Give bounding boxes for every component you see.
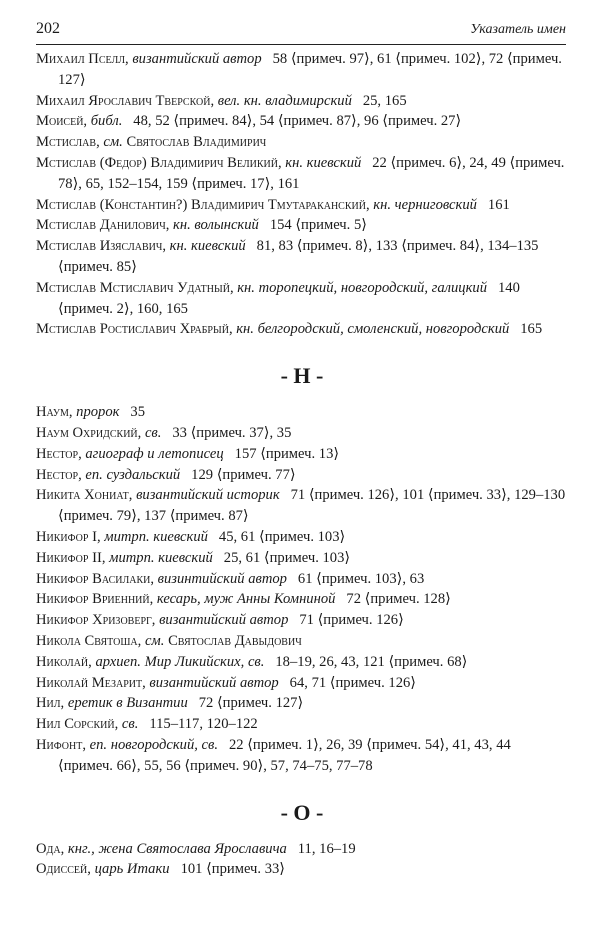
entry-name: Нестор [36,466,79,483]
index-entry: Нил Сорский, св. 115–117, 120–122 [36,716,258,733]
index-content [36,49,568,880]
index-entry: Наум, пророк 35 [36,404,146,421]
entry-name: Мстислав Данилович [36,217,166,234]
entry-description: кн. волынский [173,217,259,234]
section-letter-heading: - Н - [280,363,324,389]
entry-pages: 81, 83 ⟨примеч. 8⟩, 133 ⟨примеч. 84⟩, 134–135 ⟨примеч. 85⟩ [58,238,539,275]
entry-name: Наум [36,404,69,421]
entry-description: еретик в Византии [67,695,188,712]
index-entry: Моисей, библ. 48, 52 ⟨примеч. 84⟩, 54 ⟨примеч. 87⟩, 96 ⟨примеч. 27⟩ [36,113,462,130]
entry-pages: 71 ⟨примеч. 126⟩ [299,612,404,629]
entry-description: архиеп. Мир Ликийских, св. [95,653,265,670]
section-letter-heading: - О - [280,799,324,825]
entry-pages: 18–19, 26, 43, 121 ⟨примеч. 68⟩ [275,653,468,670]
entry-pages: 45, 61 ⟨примеч. 103⟩ [218,528,346,545]
entry-description: кн. киевский [169,238,246,255]
entry-pages: 35 [130,404,146,421]
entry-pages: 129 ⟨примеч. 77⟩ [191,466,296,483]
entry-name: Одиссей [36,861,88,878]
entry-name: Никифор Вриенний [36,591,150,608]
entry-description: вел. кн. владимирский [217,92,352,109]
entry-name: Никифор Хризоверг [36,612,152,629]
index-entry: Нестор, агиограф и летописец 157 ⟨примеч. 13⟩ [36,445,340,462]
entry-description: св. [121,716,139,733]
entry-name: Мстислав [36,134,97,151]
entry-description: византийский автор [159,612,289,629]
entry-name: Николай [36,653,89,670]
entry-description: пророк [76,404,120,421]
entry-pages: 71 ⟨примеч. 126⟩, 101 ⟨примеч. 33⟩, 129–130 ⟨примеч. 79⟩, 137 ⟨примеч. 87⟩ [58,487,566,525]
entry-description: митрп. киевский [109,549,213,566]
entry-name: Мстислав Мстиславич Удатный [36,279,230,296]
entry-pages: 25, 61 ⟨примеч. 103⟩ [223,549,351,566]
index-entry: Мстислав Ростиславич Храбрый, кн. белгородский, смоленский, новгородский 165 [36,321,543,338]
entry-name: Нестор [36,445,79,462]
entry-description: см. [103,134,123,151]
index-entry: Наум Охридский, св. 33 ⟨примеч. 37⟩, 35 [36,424,292,441]
entry-name: Нил Сорский [36,716,115,733]
index-entry: Мстислав Мстиславич Удатный, кн. торопецкий, новгородский, галицкий 140 ⟨примеч. 2⟩, 160, 165 [36,279,520,317]
entry-name: Михаил Ярославич Тверской [36,92,211,109]
entry-description: еп. новгородский, св. [89,736,219,753]
entry-description: кн. торопецкий, новгородский, галицкий [237,279,488,296]
entry-name: Мстислав (Константин?) Владимирич Тмутараканский [36,196,366,213]
entry-description: византийский автор [149,674,279,691]
index-entry: Никифор Василаки, визинтийский автор 61 ⟨примеч. 103⟩, 63 [36,570,425,587]
entry-name: Николай Мезарит [36,674,143,691]
entry-name: Наум Охридский [36,424,138,441]
entry-pages: 165 [520,321,543,338]
entry-description: кн. киевский [285,154,362,171]
entry-pages: 58 ⟨примеч. 97⟩, 61 ⟨примеч. 102⟩, 72 ⟨примеч. 127⟩ [58,51,562,88]
index-entry: Нифонт, еп. новгородский, св. 22 ⟨примеч. 1⟩, 26, 39 ⟨примеч. 54⟩, 41, 43, 44 ⟨примеч. 66⟩, 55, 56 ⟨примеч. 90⟩, 57, 74–75, 77–78 [36,736,511,774]
entry-description: еп. суздальский [85,466,181,483]
index-entry: Никифор Хризоверг, византийский автор 71 ⟨примеч. 126⟩ [36,612,404,629]
index-entry: Нил, еретик в Византии 72 ⟨примеч. 127⟩ [36,695,304,712]
index-entry: Мстислав (Константин?) Владимирич Тмутараканский, кн. черниговский 161 [36,196,510,213]
entry-pages: 22 ⟨примеч. 6⟩, 24, 49 ⟨примеч. 78⟩, 65, 152–154, 159 ⟨примеч. 17⟩, 161 [58,154,565,192]
entry-pages: 64, 71 ⟨примеч. 126⟩ [289,674,416,691]
entry-name: Никифор I [36,528,97,545]
entry-pages: 154 ⟨примеч. 5⟩ [269,217,367,234]
entry-pages: 61 ⟨примеч. 103⟩, 63 [297,570,425,587]
entry-name: Никифор Василаки [36,570,151,587]
index-entry: Мстислав Изяславич, кн. киевский 81, 83 ⟨примеч. 8⟩, 133 ⟨примеч. 84⟩, 134–135 ⟨примеч. 85⟩ [36,238,539,275]
entry-pages: 11, 16–19 [297,840,356,857]
entry-name: Ода [36,840,61,857]
entry-pages: 72 ⟨примеч. 128⟩ [346,591,451,608]
running-header [36,18,566,45]
entry-pages: 140 ⟨примеч. 2⟩, 160, 165 [58,279,520,317]
index-entry: Николай Мезарит, византийский автор 64, 71 ⟨примеч. 126⟩ [36,674,416,691]
entry-name: Нил [36,695,61,712]
index-entry: Никола Святоша, см. Святослав Давыдович [36,632,302,649]
entry-name: Никита Хониат [36,487,129,504]
index-entry: Мстислав Данилович, кн. волынский 154 ⟨примеч. 5⟩ [36,217,367,234]
entry-description: кн. белгородский, смоленский, новгородский [236,321,510,338]
entry-pages: 115–117, 120–122 [149,716,258,733]
entry-pages: 101 ⟨примеч. 33⟩ [180,861,285,878]
entry-description: митрп. киевский [104,528,208,545]
index-entry: Одиссей, царь Итаки 101 ⟨примеч. 33⟩ [36,861,285,878]
index-entry: Михаил Ярославич Тверской, вел. кн. владимирский 25, 165 [36,92,407,109]
entry-pages: 48, 52 ⟨примеч. 84⟩, 54 ⟨примеч. 87⟩, 96 ⟨примеч. 27⟩ [133,113,462,130]
entry-pages: 72 ⟨примеч. 127⟩ [198,695,304,712]
index-entry: Никифор I, митрп. киевский 45, 61 ⟨примеч. 103⟩ [36,528,346,545]
entry-pages: 33 ⟨примеч. 37⟩, 35 [172,424,292,441]
entry-pages: 22 ⟨примеч. 1⟩, 26, 39 ⟨примеч. 54⟩, 41, 43, 44 ⟨примеч. 66⟩, 55, 56 ⟨примеч. 90⟩, 57, 74–75, 77–78 [58,736,511,774]
index-entry: Нестор, еп. суздальский 129 ⟨примеч. 77⟩ [36,466,296,483]
running-title: Указатель имен [470,22,566,37]
index-entry: Никифор Вриенний, кесарь, муж Анны Комниной 72 ⟨примеч. 128⟩ [36,591,451,608]
entry-name: Мстислав (Федор) Владимирич Великий [36,154,278,171]
entry-description: царь Итаки [94,861,170,878]
entry-description: кнг., жена Святослава Ярославича [67,840,287,857]
entry-name: Моисей [36,113,84,130]
entry-name: Никифор II [36,549,102,566]
index-entry: Мстислав (Федор) Владимирич Великий, кн. киевский 22 ⟨примеч. 6⟩, 24, 49 ⟨примеч. 78⟩, 65, 152–154, 159 ⟨примеч. 17⟩, 161 [36,154,565,192]
entry-pages: 25, 165 [362,92,407,109]
index-entry: Никита Хониат, византийский историк 71 ⟨примеч. 126⟩, 101 ⟨примеч. 33⟩, 129–130 ⟨примеч. 79⟩, 137 ⟨примеч. 87⟩ [36,487,566,525]
entry-name: Нифонт [36,736,83,753]
index-entry: Михаил Пселл, византийский автор 58 ⟨примеч. 97⟩, 61 ⟨примеч. 102⟩, 72 ⟨примеч. 127⟩ [36,51,562,88]
entry-name: Никола Святоша [36,632,138,649]
entry-description: библ. [90,113,123,130]
entry-description: византийский автор [132,51,262,67]
index-entry: Мстислав, см. Святослав Владимирич [36,134,267,151]
index-entry: Николай, архиеп. Мир Ликийских, св. 18–19, 26, 43, 121 ⟨примеч. 68⟩ [36,653,468,670]
index-entry: Никифор II, митрп. киевский 25, 61 ⟨примеч. 103⟩ [36,549,351,566]
entry-description: св. [144,424,162,441]
index-entry: Ода, кнг., жена Святослава Ярославича 11, 16–19 [36,840,356,857]
entry-description: кесарь, муж Анны Комниной [156,591,336,608]
entry-name: Михаил Пселл [36,51,126,67]
entry-pages: 157 ⟨примеч. 13⟩ [234,445,340,462]
page-number: 202 [36,20,60,37]
entry-cross-reference: Святослав Владимирич [126,134,267,151]
entry-name: Мстислав Ростиславич Храбрый [36,321,229,338]
entry-name: Мстислав Изяславич [36,238,163,255]
entry-pages: 161 [487,196,510,213]
entry-description: см. [144,632,165,649]
entry-description: агиограф и летописец [85,445,224,462]
entry-description: византийский историк [136,487,280,504]
entry-description: визинтийский автор [157,570,287,587]
entry-cross-reference: Святослав Давыдович [168,632,302,649]
entry-description: кн. черниговский [373,196,477,213]
